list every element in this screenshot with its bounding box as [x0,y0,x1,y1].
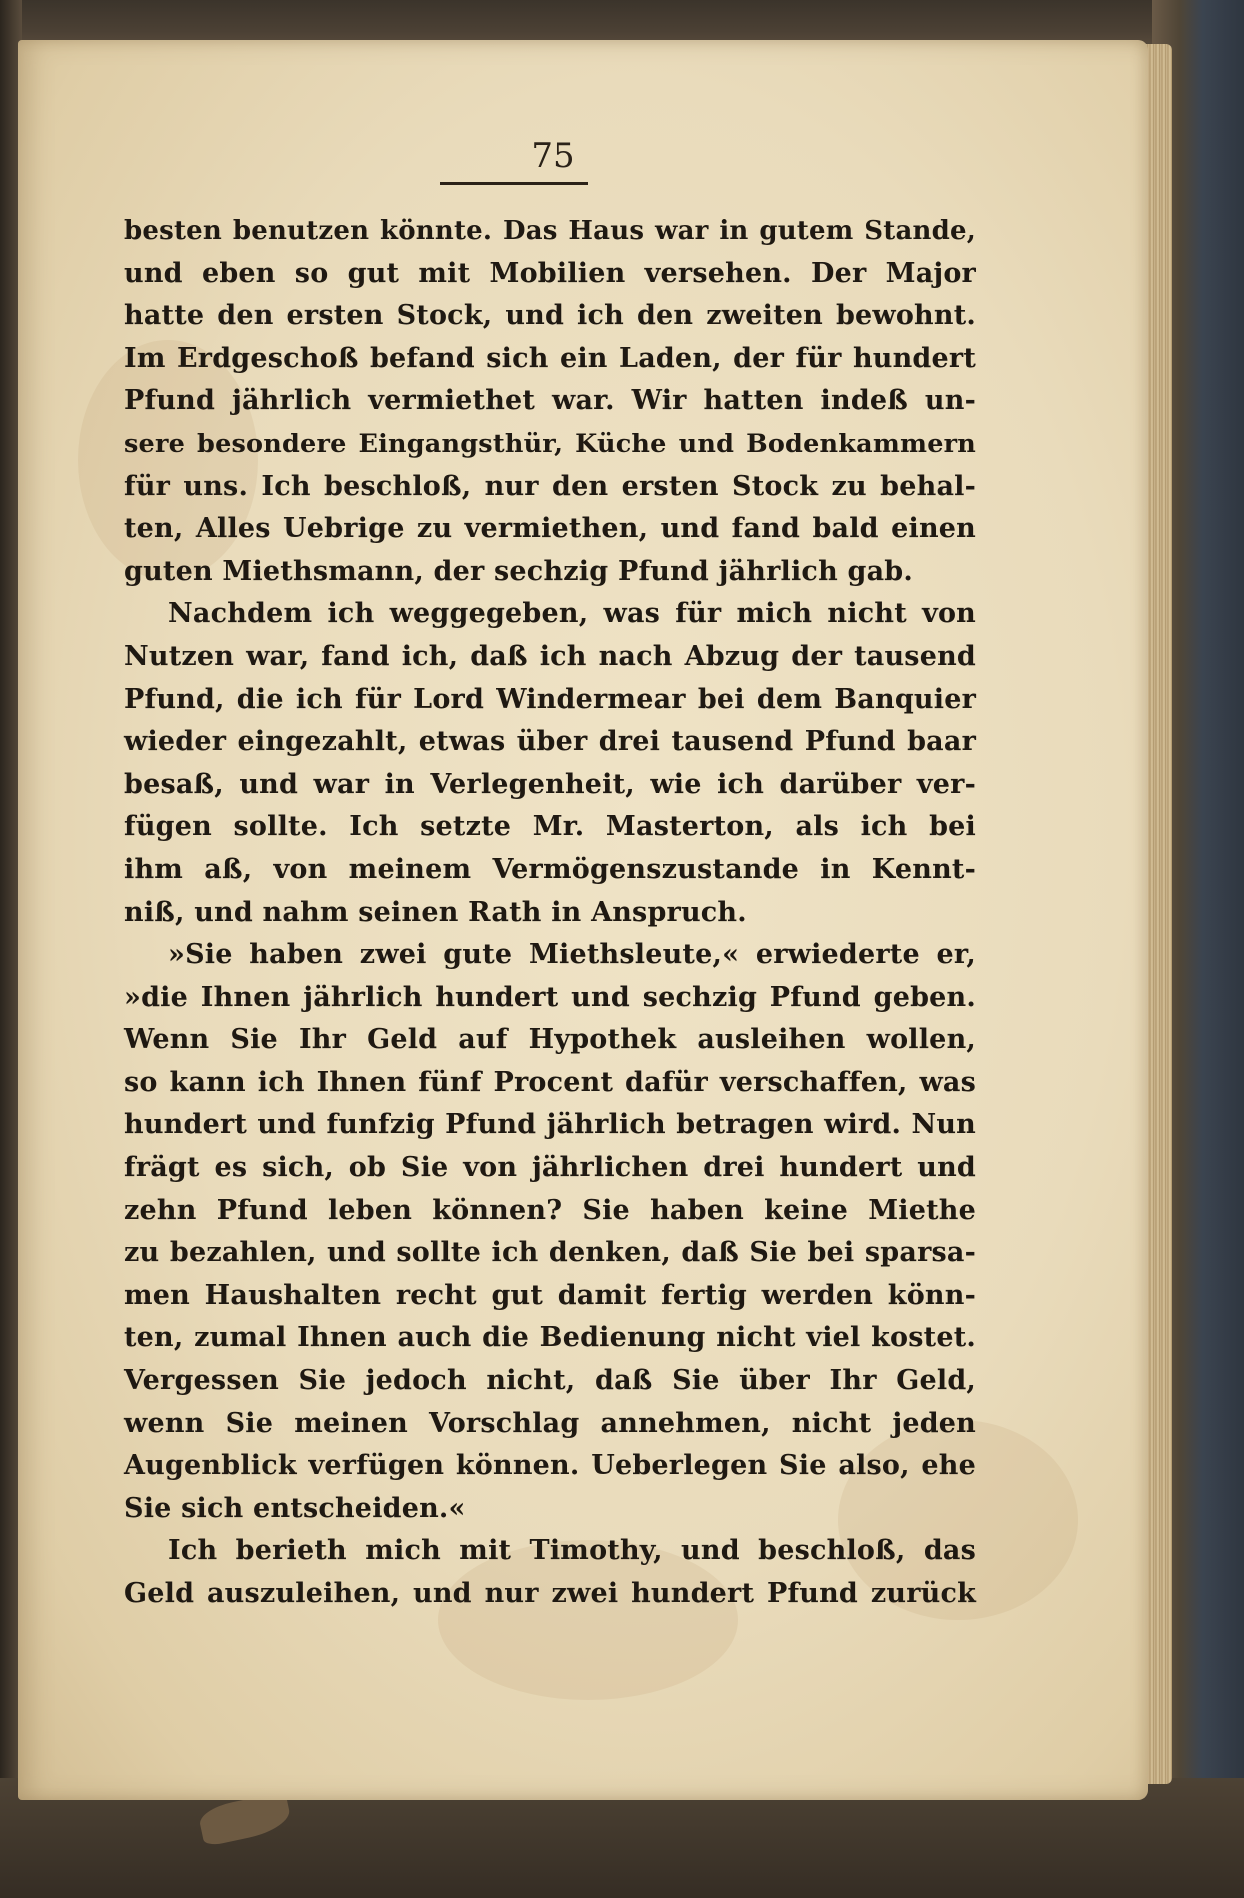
text-line: wieder eingezahlt, etwas über drei tausend Pfund baar [124,726,976,758]
text-line: niß, und nahm seinen Rath in Anspruch. [124,896,747,928]
text-line: Geld auszuleihen, und nur zwei hundert Pfund zurück [124,1578,976,1609]
text-line: ten, zumal Ihnen auch die Bedienung nicht viel kostet. [124,1322,976,1354]
text-line: besten benutzen könnte. Das Haus war in gutem Stande, [124,216,976,246]
text-line: Ich berieth mich mit Timothy, und beschloß, das [168,1535,976,1567]
text-line: so kann ich Ihnen fünf Procent dafür verschaffen, was [124,1066,976,1098]
text-line: fügen sollte. Ich setzte Mr. Masterton, als ich bei [124,811,976,843]
text-line: für uns. Ich beschloß, nur den ersten Stock zu behal- [124,470,976,502]
book-page [18,40,1148,1800]
text-line: frägt es sich, ob Sie von jährlichen drei hundert und [124,1152,976,1184]
body-text [124,210,976,1616]
text-line: und eben so gut mit Mobilien versehen. Der Major [124,257,976,289]
text-line: zu bezahlen, und sollte ich denken, daß Sie bei sparsa- [124,1237,976,1269]
text-line: Wenn Sie Ihr Geld auf Hypothek ausleihen wollen, [124,1024,976,1056]
text-line: Pfund jährlich vermiethet war. Wir hatten indeß un- [124,385,976,417]
text-line: hatte den ersten Stock, und ich den zweiten bewohnt. [124,300,976,332]
text-line: Sie sich entscheiden.« [124,1492,466,1524]
text-line: »die Ihnen jährlich hundert und sechzig Pfund geben. [124,981,976,1013]
text-line: wenn Sie meinen Vorschlag annehmen, nicht jeden [124,1407,976,1439]
text-line: ten, Alles Uebrige zu vermiethen, und fand bald einen [124,513,976,545]
text-line: guten Miethsmann, der sechzig Pfund jährlich gab. [124,555,913,587]
text-line: Augenblick verfügen können. Ueberlegen Sie also, ehe [124,1450,976,1482]
text-line: ihm aß, von meinem Vermögenszustande in Kennt- [124,853,976,885]
text-line: men Haushalten recht gut damit fertig werden könn- [124,1279,976,1311]
text-line: sere besondere Eingangsthür, Küche und Bodenkammern [124,428,976,459]
text-line: Nachdem ich weggegeben, was für mich nicht von [168,598,976,630]
text-line: Pfund, die ich für Lord Windermear bei dem Banquier [124,683,976,715]
text-line: hundert und funfzig Pfund jährlich betragen wird. Nun [124,1109,976,1141]
text-line: Nutzen war, fand ich, daß ich nach Abzug der tausend [124,640,976,672]
text-line: zehn Pfund leben können? Sie haben keine Miethe [124,1194,976,1226]
text-line: besaß, und war in Verlegenheit, wie ich darüber ver- [124,768,976,800]
text-line: Im Erdgeschoß befand sich ein Laden, der für hundert [124,342,976,374]
text-line: »Sie haben zwei gute Miethsleute,« erwiederte er, [168,939,976,971]
header-rule [440,182,588,185]
page-number: 75 [531,136,575,176]
text-line: Vergessen Sie jedoch nicht, daß Sie über Ihr Geld, [124,1365,976,1397]
